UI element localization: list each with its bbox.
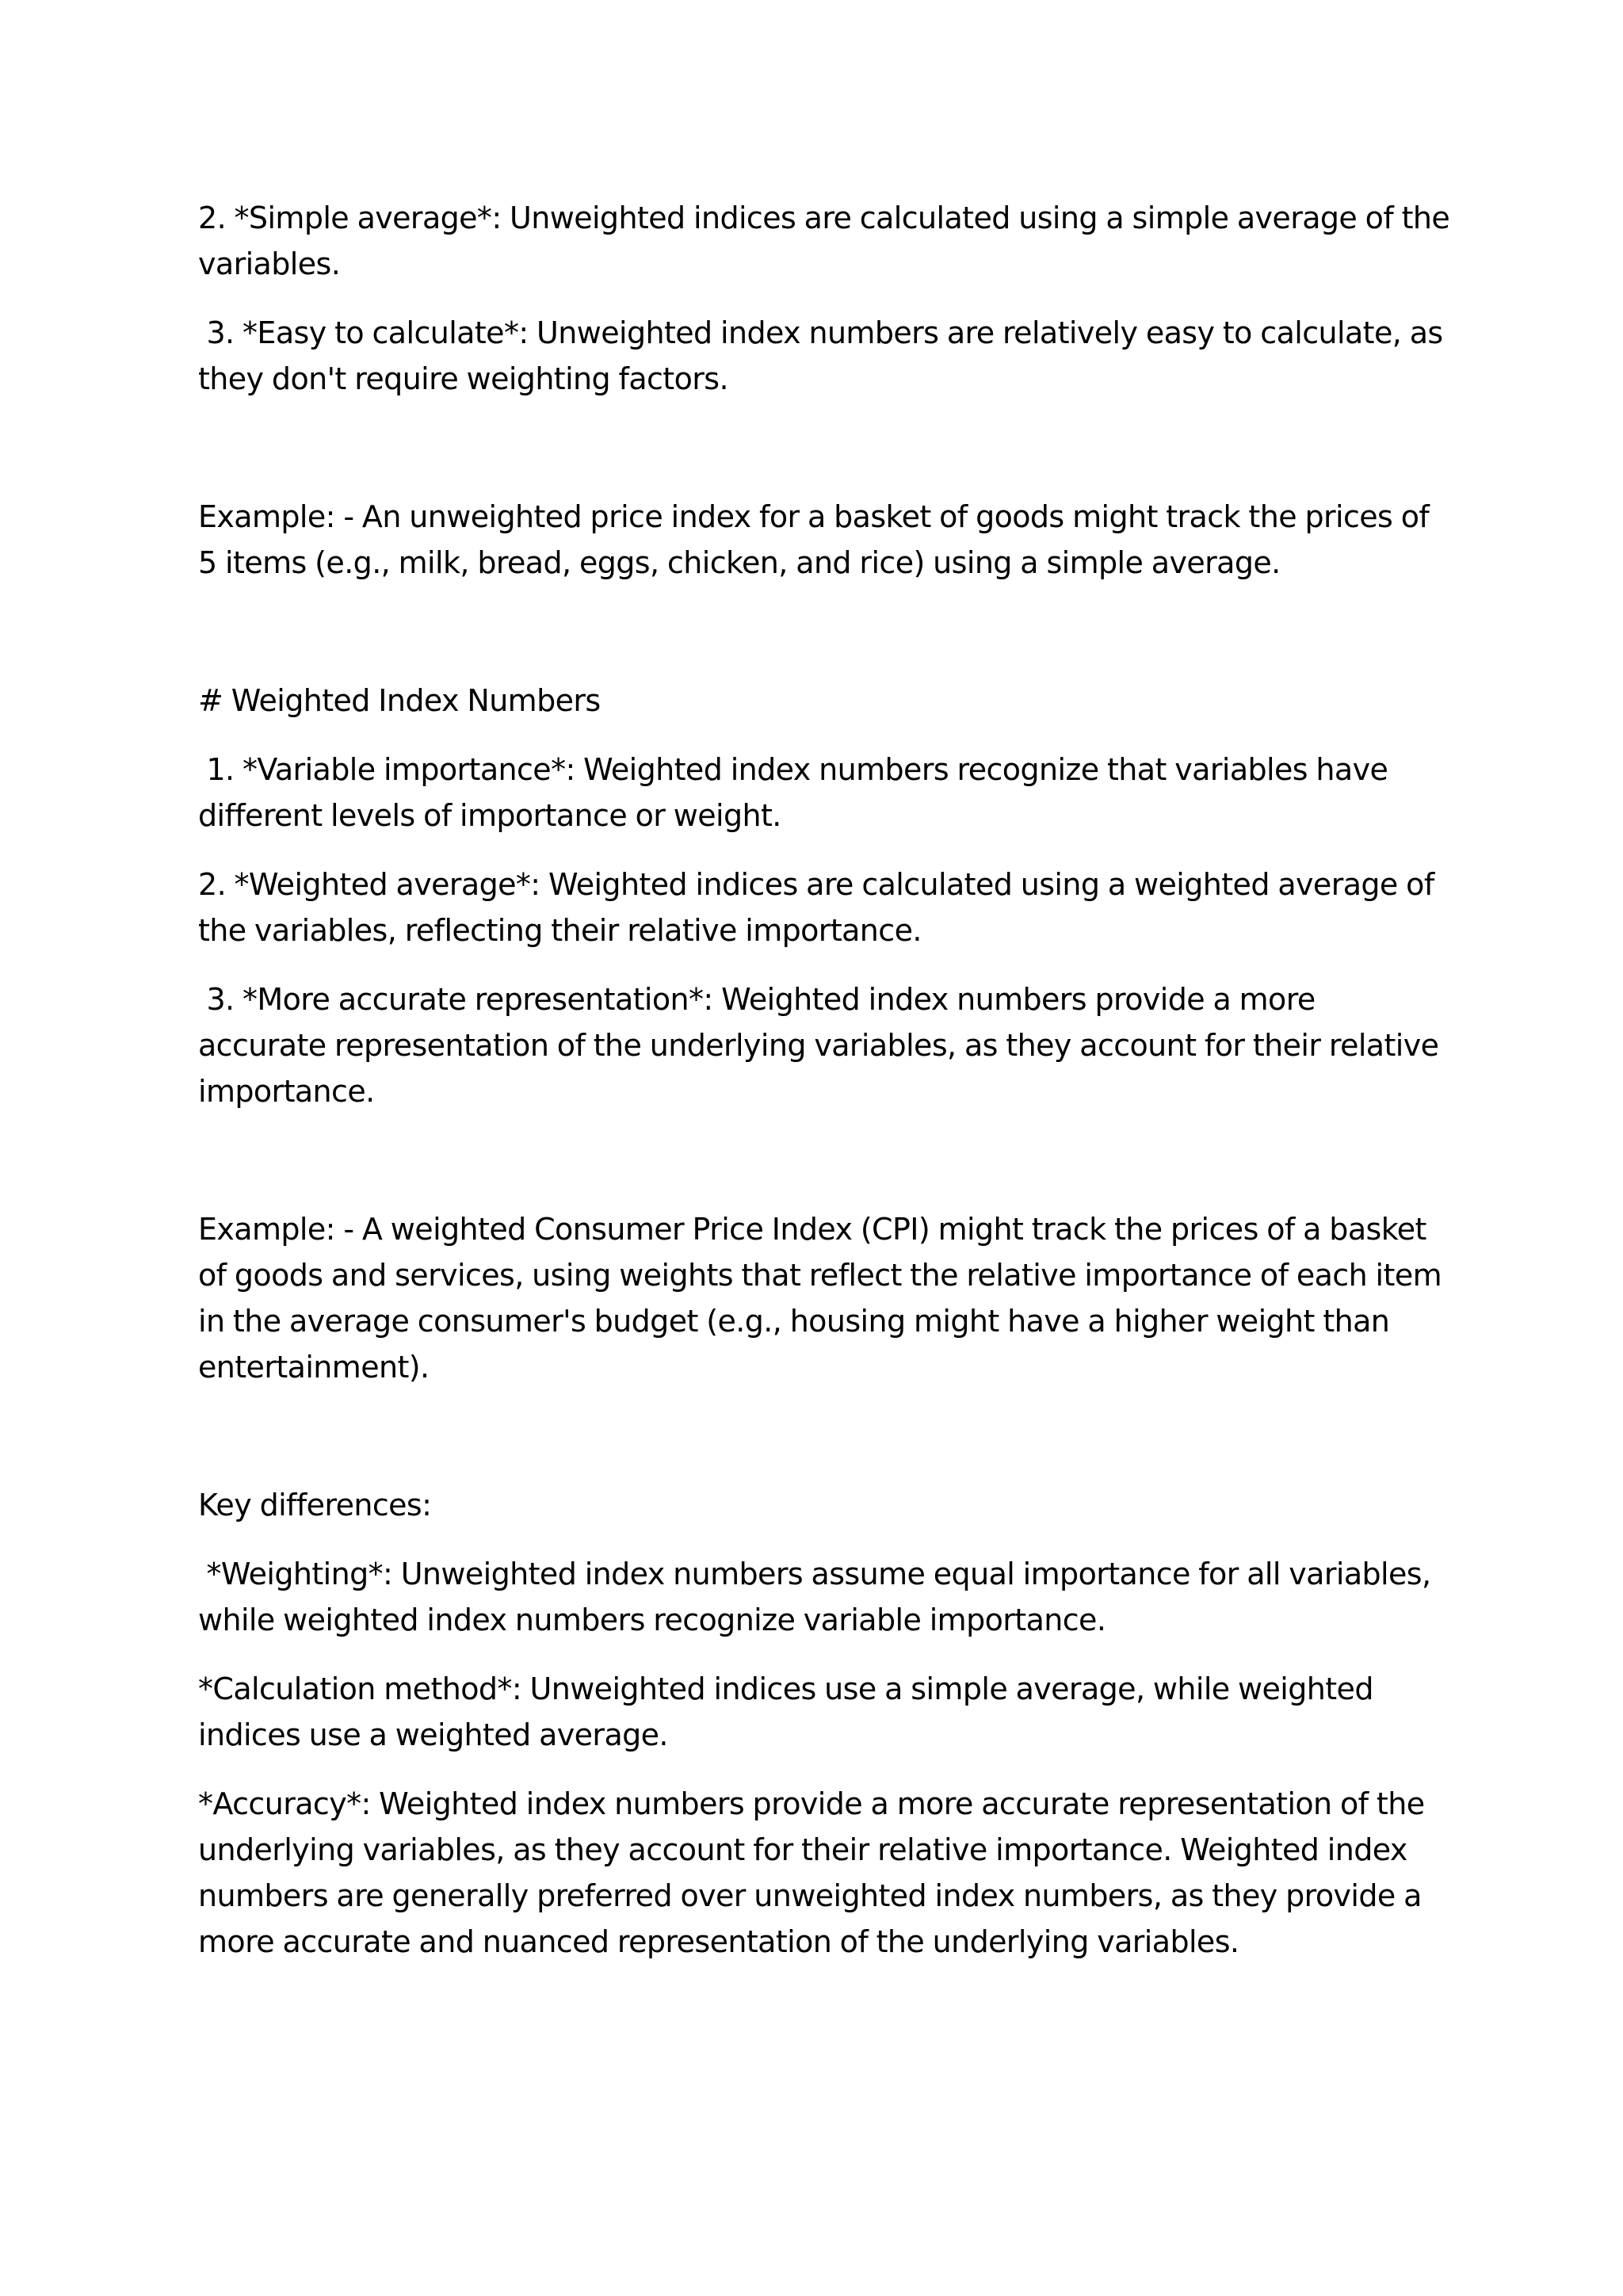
spacer (198, 425, 1450, 494)
unweighted-example: Example: - An unweighted price index for a basket of goods might track the prices of 5 items (e.g., milk, bread, eggs, chicken, and rice) using a simple average. (198, 499, 1438, 580)
weighted-point-variable-importance: 1. *Variable importance*: Weighted index numbers recognize that variables have different levels of importance or weight. (198, 752, 1396, 833)
spacer (198, 1413, 1450, 1482)
weighted-point-weighted-average: 2. *Weighted average*: Weighted indices are calculated using a weighted average of the variables, reflecting their relative importance. (198, 867, 1443, 948)
difference-weighting: *Weighting*: Unweighted index numbers assume equal importance for all variables, while weighted index numbers recognize variable importance. (198, 1557, 1439, 1637)
unweighted-point-easy-to-calculate: 3. *Easy to calculate*: Unweighted index numbers are relatively easy to calculate, as they don't require weighting factors. (198, 315, 1452, 396)
spacer (198, 609, 1450, 678)
key-differences-heading: Key differences: (198, 1488, 432, 1522)
weighted-section-heading: # Weighted Index Numbers (198, 683, 601, 718)
document-body (198, 195, 1458, 1988)
difference-accuracy: *Accuracy*: Weighted index numbers provide a more accurate representation of the underlying variables, as they account for their relative importance. Weighted index numbers are generally preferred over unweighted index numbers, as they provide a more accurate and nuanced representation of the underlying variables. (198, 1786, 1433, 1959)
spacer (198, 1137, 1450, 1206)
difference-calculation-method: *Calculation method*: Unweighted indices use a simple average, while weighted indices use a weighted average. (198, 1671, 1382, 1752)
weighted-example: Example: - A weighted Consumer Price Index (CPI) might track the prices of a basket of goods and services, using weights that reflect the relative importance of each item in the average consumer's budget (e.g., housing might have a higher weight than entertainment). (198, 1212, 1450, 1385)
unweighted-point-simple-average: 2. *Simple average*: Unweighted indices are calculated using a simple average of the variables. (198, 201, 1458, 281)
weighted-point-accurate-representation: 3. *More accurate representation*: Weighted index numbers provide a more accurate representation of the underlying variables, as they account for their relative importance. (198, 982, 1447, 1109)
